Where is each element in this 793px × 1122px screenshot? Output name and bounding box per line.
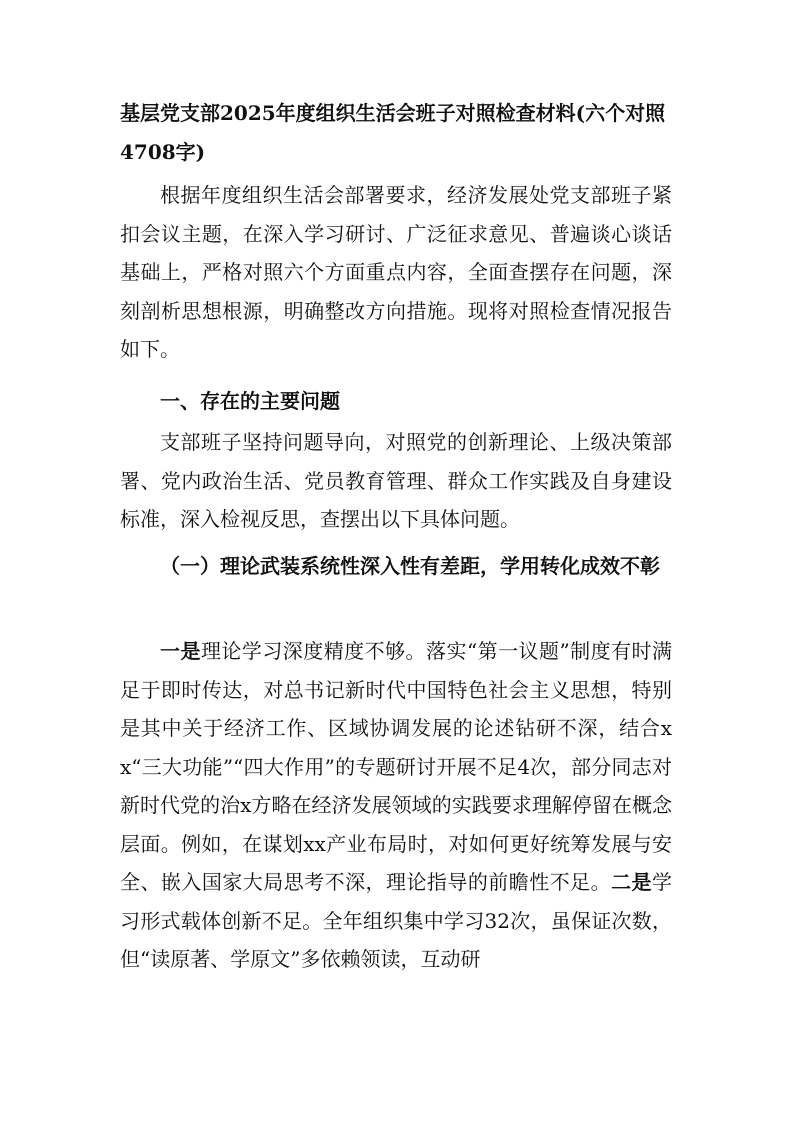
item-text-2: 学习形式载体创新不足。全年组织集中学习32次，虽保证次数，但“读原著、学原文”多依赖领读，互动研: [120, 870, 673, 971]
intro-paragraph: 根据年度组织生活会部署要求，经济发展处党支部班子紧扣会议主题，在深入学习研讨、广泛征求意见、普遍谈心谈话基础上，严格对照六个方面重点内容，全面查摆存在问题，深刻剖析思想根源，明确整改方向措施。现将对照检查情况报告如下。: [120, 183, 672, 361]
subsection-heading-1: （一）理论武装系统性深入性有差距，学用转化成效不彰: [160, 554, 660, 578]
section-intro-paragraph: 支部班子坚持问题导向，对照党的创新理论、上级决策部署、党内政治生活、党员教育管理、群众工作实践及自身建设标准，深入检视反思，查摆出以下具体问题。: [120, 430, 672, 531]
item-lead-2: 二是: [611, 870, 653, 894]
document-title: 基层党支部2025年度组织生活会班子对照检查材料(六个对照4708字): [120, 101, 666, 164]
item-text-1: 理论学习深度精度不够。落实“第一议题”制度有时满足于即时传达，对总书记新时代中国特色社会主义思想，特别是其中关于经济工作、区域协调发展的论述钻研不深，结合xx“三大功能”“四大作用”的专题研讨开展不足4次，部分同志对新时代党的治x方略在经济发展领域的实践要求理解停留在概念层面。例如，在谋划xx产业布局时，对如何更好统筹发展与安全、嵌入国家大局思考不深，理论指导的前瞻性不足。: [120, 639, 673, 894]
body-paragraph: [120, 632, 672, 979]
section-heading-1: 一、存在的主要问题: [160, 389, 340, 413]
item-lead-1: 一是: [160, 639, 201, 663]
